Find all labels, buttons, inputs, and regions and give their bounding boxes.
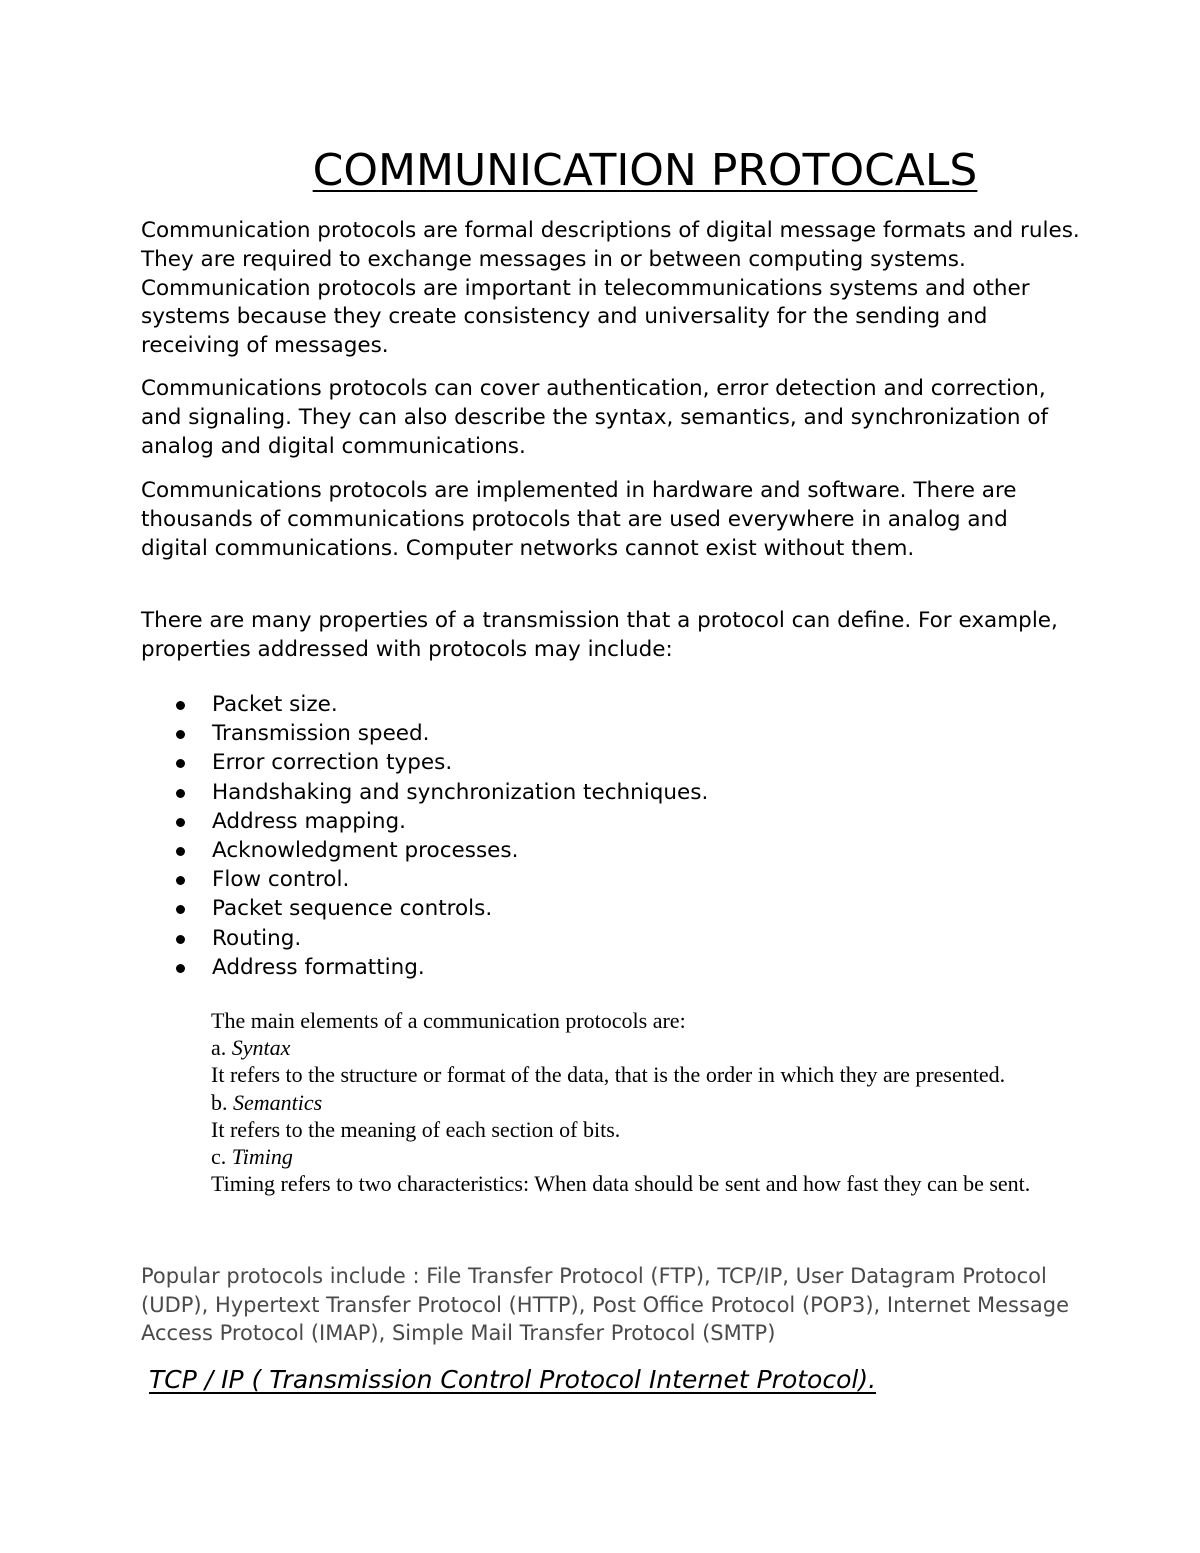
list-item: [141, 690, 1041, 719]
element-heading-timing: [211, 1143, 1071, 1170]
list-item: [141, 807, 1041, 836]
paragraph-coverage: Communications protocols can cover authentication, error detection and correction, and signaling. They can also describe the syntax, semantics, and synchronization of analog and digital communications.: [141, 376, 1049, 459]
element-separator: .: [220, 1035, 232, 1061]
popular-protocols-paragraph: Popular protocols include : File Transfer Protocol (FTP), TCP/IP, User Datagram Protocol (UDP), Hypertext Transfer Protocol (HTTP), Post Office Protocol (POP3), Internet Message Access Protocol (IMAP), Simple Mail Transfer Protocol (SMTP): [141, 1264, 1069, 1345]
element-letter: b: [211, 1089, 222, 1115]
list-item-text: Error correction types.: [212, 750, 453, 776]
list-item: [141, 924, 1041, 953]
element-heading-syntax: [211, 1034, 1071, 1061]
list-item: [141, 719, 1041, 748]
bullet-icon: [176, 759, 185, 768]
paragraph-implementation: Communications protocols are implemented in hardware and software. There are thousands of communications protocols that are used everywhere in analog and digital communications. Computer networks cannot exist without them.: [141, 478, 1017, 561]
tcp-ip-subheading: TCP / IP ( Transmission Control Protocol Internet Protocol).: [149, 1365, 877, 1394]
bullet-icon: [176, 730, 185, 739]
element-name: Timing: [231, 1144, 293, 1170]
element-name: Semantics: [233, 1089, 323, 1115]
element-description: Timing refers to two characteristics: When data should be sent and how fast they can be sent.: [211, 1171, 1031, 1197]
list-item: [141, 778, 1041, 807]
list-item: [141, 894, 1041, 923]
element-separator: .: [220, 1144, 232, 1170]
list-item-text: Flow control.: [212, 867, 350, 893]
list-item-text: Handshaking and synchronization techniques.: [212, 779, 709, 805]
list-item-text: Packet sequence controls.: [212, 896, 493, 922]
element-letter: c: [211, 1144, 221, 1170]
list-item-text: Address mapping.: [212, 808, 406, 834]
paragraph-properties: There are many properties of a transmission that a protocol can define. For example, properties addressed with protocols may include:: [141, 608, 1058, 662]
bullet-icon: [176, 847, 185, 856]
paragraph-definition: Communication protocols are formal descriptions of digital message formats and rules. They are required to exchange messages in or between computing systems. Communication protocols are important in telecommunications systems and other systems because they create consistency and universality for the sending and receiving of messages.: [141, 218, 1080, 359]
list-item-text: Acknowledgment processes.: [212, 837, 519, 863]
list-item: [141, 836, 1041, 865]
list-item-text: Address formatting.: [212, 954, 425, 980]
protocol-elements-section: [211, 1007, 1071, 1197]
list-item: [141, 748, 1041, 777]
bullet-icon: [176, 876, 185, 885]
list-item: [141, 953, 1041, 982]
bullet-icon: [176, 905, 185, 914]
element-description: It refers to the meaning of each section of bits.: [211, 1116, 621, 1142]
list-item: [141, 865, 1041, 894]
element-heading-semantics: [211, 1089, 1071, 1116]
properties-list: [141, 690, 1041, 982]
element-name: Syntax: [231, 1035, 291, 1061]
bullet-icon: [176, 935, 185, 944]
list-item-text: Routing.: [212, 925, 302, 951]
element-separator: .: [222, 1089, 233, 1115]
element-letter: a: [211, 1035, 221, 1061]
bullet-icon: [176, 818, 185, 827]
list-item-text: Transmission speed.: [212, 721, 430, 747]
list-item-text: Packet size.: [212, 692, 338, 717]
bullet-icon: [176, 701, 185, 710]
elements-intro: The main elements of a communication protocols are:: [211, 1008, 686, 1033]
bullet-icon: [176, 789, 185, 798]
page-title: COMMUNICATION PROTOCALS: [312, 145, 978, 196]
bullet-icon: [176, 964, 185, 973]
element-description: It refers to the structure or format of the data, that is the order in which they are presented.: [211, 1062, 1006, 1088]
